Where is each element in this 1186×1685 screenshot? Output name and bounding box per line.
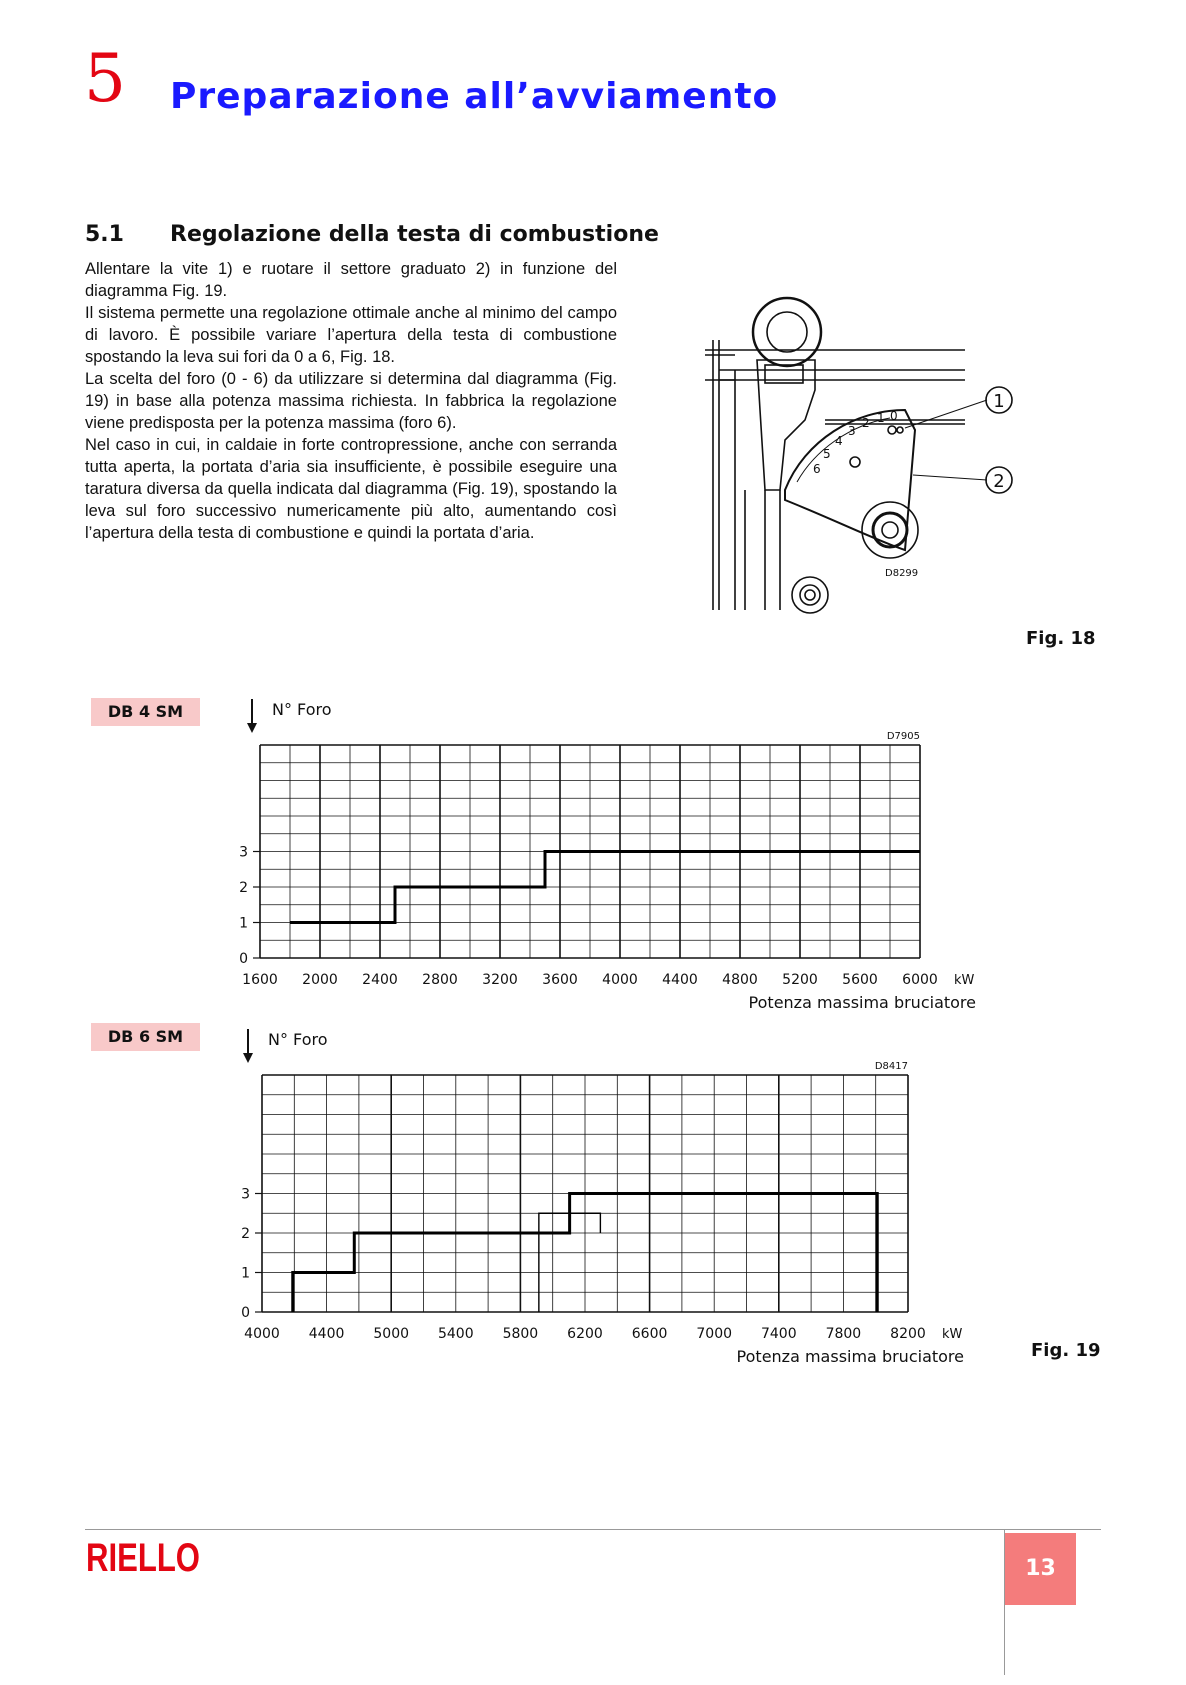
x-tick-label: 2800 [422,972,458,988]
section-title: Regolazione della testa di combustione [170,222,659,247]
scale-mark: 0 [890,409,898,423]
paragraph: Il sistema permette una regolazione ottimale anche al minimo del campo di lavoro. È possibile variare l’apertura della testa di combustione spostando la leva sui fori da 0 a 6, Fig. 18. [85,304,617,366]
x-axis-label: Potenza massima bruciatore [736,1347,964,1366]
scale-mark: 5 [823,447,831,461]
callout-2: 2 [993,471,1005,492]
x-tick-label: 2400 [362,972,398,988]
y-axis-arrow-head [243,1053,253,1063]
y-axis-label: N° Foro [268,1030,328,1049]
x-tick-label: 5200 [782,972,818,988]
y-axis-label: N° Foro [272,700,332,719]
x-tick-label: 4000 [244,1326,280,1342]
x-tick-label: 5000 [373,1326,410,1342]
x-tick-label: 3600 [542,972,578,988]
x-tick-label: 5400 [437,1326,474,1342]
paragraph: Nel caso in cui, in caldaie in forte contropressione, anche con serranda tutta aperta, la portata d’aria sia insufficiente, è possibile eseguire una taratura diversa da quella indicata dal diagramma (Fig. 19), spostando la leva sul foro successivo numericamente più alto, aumentando così l’apertura della testa di combustione e quindi la portata d’aria. [85,436,617,542]
chapter-number: 5 [84,40,126,117]
y-tick-label: 1 [241,1265,250,1282]
figure-code: D8299 [885,568,919,579]
x-tick-label: 7800 [825,1326,862,1342]
fig18-caption: Fig. 18 [1026,628,1096,649]
svg-text:RIELLO: RIELLO [86,1536,200,1580]
scale-mark: 6 [813,462,821,476]
figure-code: D7905 [886,731,920,742]
x-tick-label: 5800 [502,1326,539,1342]
footer-divider [85,1529,1101,1530]
x-tick-label: 1600 [242,972,278,988]
x-tick-label: 3200 [482,972,518,988]
x-tick-label: 7000 [696,1326,733,1342]
y-axis-arrow-head [247,723,257,733]
x-tick-label: 6200 [567,1326,603,1342]
page-number: 13 [1005,1533,1076,1605]
y-tick-label: 0 [239,951,248,967]
x-axis-label: Potenza massima bruciatore [748,993,976,1012]
x-tick-label: 7400 [760,1326,797,1342]
x-axis-unit: kW [954,973,975,988]
x-tick-label: 4800 [722,972,758,988]
y-tick-label: 0 [241,1305,250,1321]
scale-mark: 3 [848,424,856,438]
scale-mark: 4 [835,434,843,448]
x-axis-unit: kW [942,1327,963,1342]
figure-code: D8417 [874,1061,908,1072]
body-text [85,258,617,544]
y-tick-label: 1 [239,915,248,932]
chart-db6sm [220,1015,980,1375]
model-badge-db4sm: DB 4 SM [91,698,200,726]
riello-logo [86,1535,202,1580]
x-tick-label: 6600 [631,1326,668,1342]
chapter-title: Preparazione all’avviamento [170,76,779,117]
y-tick-label: 2 [239,880,248,896]
section-number: 5.1 [85,222,124,247]
x-tick-label: 8200 [890,1326,926,1342]
x-tick-label: 6000 [902,972,938,988]
callout-1: 1 [993,391,1005,412]
x-tick-label: 4400 [308,1326,345,1342]
model-badge-db6sm: DB 6 SM [91,1023,200,1051]
y-tick-label: 2 [241,1226,250,1242]
x-tick-label: 2000 [302,972,338,988]
fig18-illustration [705,290,1035,620]
chart-db4sm [230,690,976,1020]
x-tick-label: 4000 [602,972,638,988]
scale-mark: 1 [877,411,885,425]
x-tick-label: 5600 [842,972,878,988]
x-tick-label: 4400 [662,972,698,988]
y-tick-label: 3 [241,1186,250,1203]
y-tick-label: 3 [239,844,248,861]
fig19-caption: Fig. 19 [1031,1340,1101,1361]
paragraph: Allentare la vite 1) e ruotare il settore graduato 2) in funzione del diagramma Fig. 19. [85,260,617,300]
paragraph: La scelta del foro (0 - 6) da utilizzare si determina dal diagramma (Fig. 19) in base alla potenza massima richiesta. In fabbrica la regolazione viene predisposta per la potenza massima (foro 6). [85,370,617,432]
scale-mark: 2 [862,416,870,430]
